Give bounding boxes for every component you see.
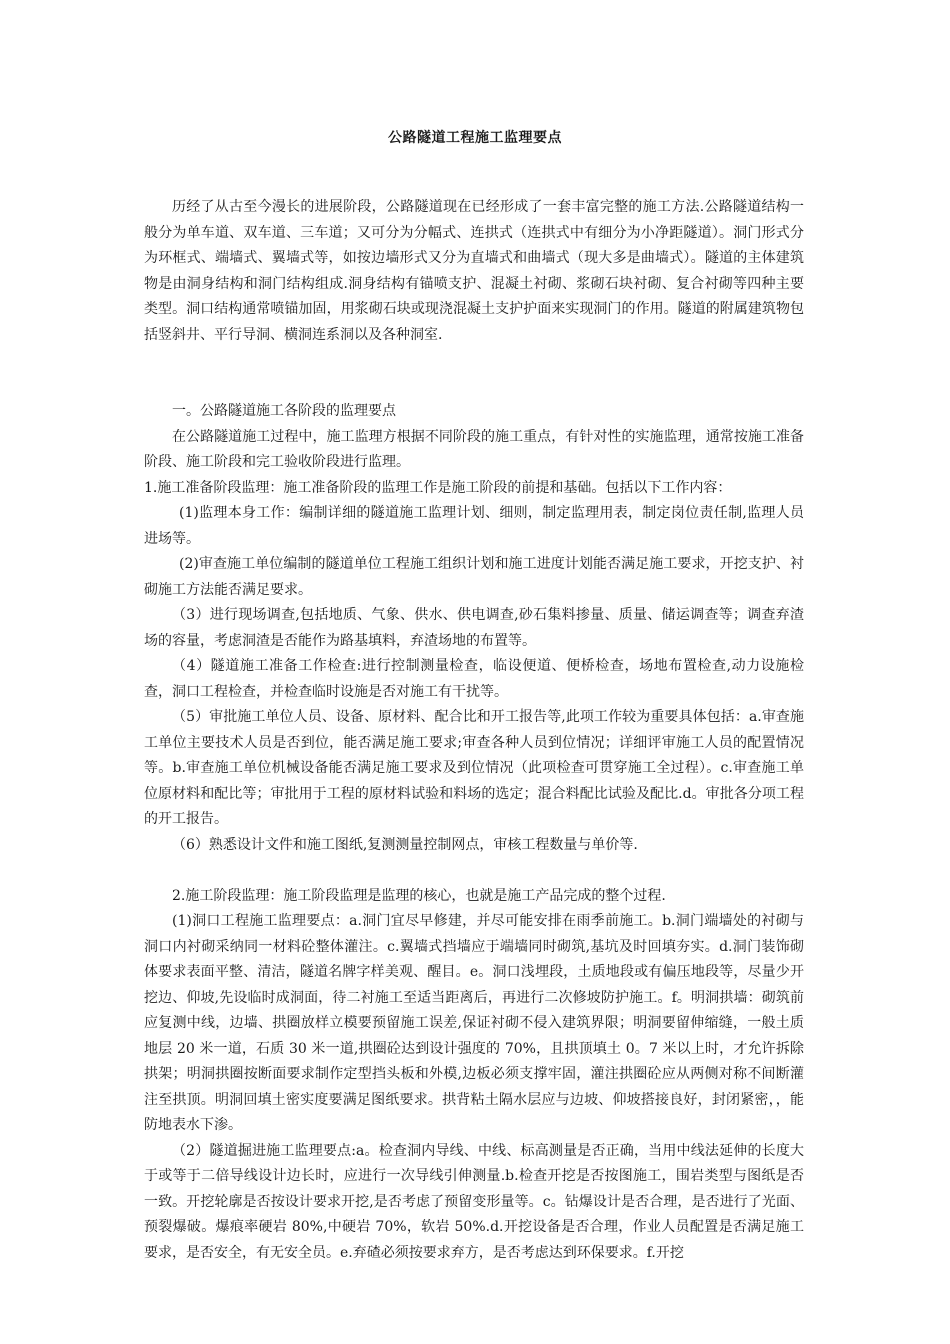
section-intro-paragraph: 在公路隧道施工过程中，施工监理方根据不同阶段的施工重点，有针对性的实施监理，通常按施工准备阶段、施工阶段和完工验收阶段进行监理。 [144,428,804,470]
item-heading: 1.施工准备阶段监理：施工准备阶段的监理工作是施工阶段的前提和基础。包括以下工作内容： [144,479,732,496]
item-paragraph: (1)洞口工程施工监理要点：a.洞门宜尽早修建，并尽可能安排在雨季前施工。b.洞门端墙处的衬砌与洞口内衬砌采纳同一材料砼整体灌注。c.翼墙式挡墙应于端墙同时砌筑,基坑及时回填夯实。d.洞门装饰砌体要求表面平整、清洁，隧道名牌字样美观、醒目。e。洞口浅埋段，土质地段或有偏压地段等，尽量少开挖边、仰坡,先设临时成洞面，待二衬施工至适当距离后，再进行二次修坡防护施工。f。明洞拱墙：砌筑前应复测中线，边墙、拱圈放样立模要预留施工误差,保证衬砌不侵入建筑界限；明洞要留伸缩缝，一般土质地层 20 米一道，石质 30 米一道,拱圈砼达到设计强度的 70%，且拱顶填土 0。7 米以上时，才允许拆除拱架；明洞拱圈按断面要求制作定型挡头板和外模,边板必须支撑牢固，灌注拱圈砼应从两侧对称不间断灌注至拱顶。明洞回填土密实度要满足图纸要求。拱背粘土隔水层应与边坡、仰坡搭接良好，封闭紧密，，能防地表水下渗。 [144,913,804,1133]
page-title: 公路隧道工程施工监理要点 [388,130,562,146]
item-paragraph: （5）审批施工单位人员、设备、原材料、配合比和开工报告等,此项工作较为重要具体包括：a.审查施工单位主要技术人员是否到位，能否满足施工要求;审查各种人员到位情况；详细评审施工人员的配置情况等。b.审查施工单位机械设备能否满足施工要求及到位情况（此项检查可贯穿施工全过程）。c.审查施工单位原材料和配比等；审批用于工程的原材料试验和料场的选定；混合料配比试验及配比.d。审批各分项工程的开工报告。 [144,709,804,827]
item-paragraph: （4）隧道施工准备工作检查:进行控制测量检查，临设便道、便桥检查，场地布置检查,动力设施检查，洞口工程检查，并检查临时设施是否对施工有干扰等。 [144,658,804,700]
item-heading: 2.施工阶段监理：施工阶段监理是监理的核心，也就是施工产品完成的整个过程. [172,887,666,904]
section-heading: 一。公路隧道施工各阶段的监理要点 [172,403,396,419]
item-paragraph: (2)审查施工单位编制的隧道单位工程施工组织计划和施工进度计划能否满足施工要求，开挖支护、衬砌施工方法能否满足要求。 [144,556,804,598]
item-paragraph: (1)监理本身工作：编制详细的隧道施工监理计划、细则，制定监理用表，制定岗位责任制,监理人员进场等。 [144,505,804,547]
item-paragraph: （3）进行现场调查,包括地质、气象、供水、供电调查,砂石集料掺量、质量、储运调查等；调查弃渣场的容量，考虑洞渣是否能作为路基填料，弃渣场地的布置等。 [144,607,804,649]
item-paragraph: （6）熟悉设计文件和施工图纸,复测测量控制网点，审核工程数量与单价等. [172,836,638,853]
document-body [144,195,804,1266]
item-paragraph: （2）隧道掘进施工监理要点:a。检查洞内导线、中线、标高测量是否正确，当用中线法延伸的长度大于或等于二倍导线设计边长时，应进行一次导线引伸测量.b.检查开挖是否按图施工，围岩类型与图纸是否一致。开挖轮廓是否按设计要求开挖,是否考虑了预留变形量等。c。钻爆设计是否合理，是否进行了光面、预裂爆破。爆痕率硬岩 80%,中硬岩 70%，软岩 50%.d.开挖设备是否合理，作业人员配置是否满足施工要求，是否安全，有无安全员。e.弃碴必须按要求弃方，是否考虑达到环保要求。f.开挖 [144,1142,804,1261]
intro-paragraph: 历经了从古至今漫长的进展阶段，公路隧道现在已经形成了一套丰富完整的施工方法.公路隧道结构一般分为单车道、双车道、三车道；又可分为分幅式、连拱式（连拱式中有细分为小净距隧道）。洞门形式分为环框式、端墙式、翼墙式等，如按边墙形式又分为直墙式和曲墙式（现大多是曲墙式）。隧道的主体建筑物是由洞身结构和洞门结构组成.洞身结构有锚喷支护、混凝土衬砌、浆砌石块衬砌、复合衬砌等四种主要类型。洞口结构通常喷锚加固，用浆砌石块或现浇混凝土支护护面来实现洞门的作用。隧道的附属建筑物包括竖斜井、平行导洞、横洞连系洞以及各种洞室. [144,199,804,343]
